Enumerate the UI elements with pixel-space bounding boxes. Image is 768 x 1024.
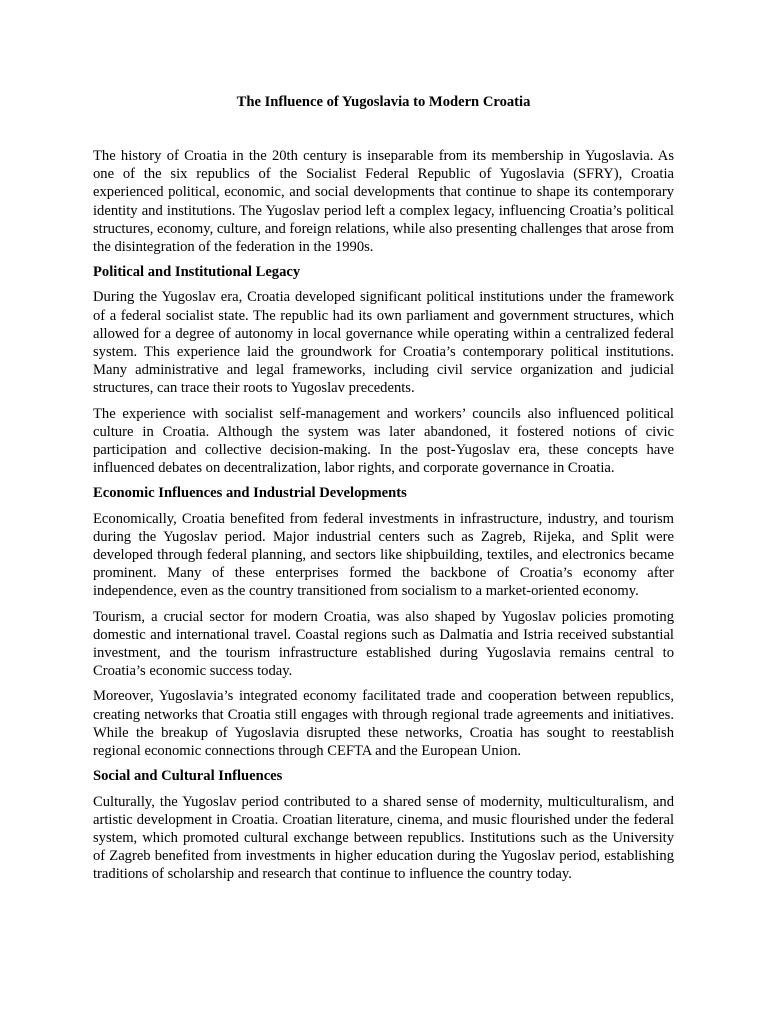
paragraph-economic-1: Economically, Croatia benefited from federal investments in infrastructure, industry, and tourism during the Yugoslav period. Major industrial centers such as Zagreb, Rijeka, and Split were developed through federal planning, and sectors like shipbuilding, textiles, and electronics became prominent. Many of these enterprises formed the backbone of Croatia’s economy after independence, even as the country transitioned from socialism to a market-oriented economy. [93,510,674,600]
section-heading-cultural: Social and Cultural Influences [93,768,283,785]
paragraph-economic-2: Tourism, a crucial sector for modern Croatia, was also shaped by Yugoslav policies promoting domestic and international travel. Coastal regions such as Dalmatia and Istria received substantial investment, and the tourism infrastructure established during Yugoslavia remains central to Croatia’s economic success today. [93,608,674,680]
intro-paragraph: The history of Croatia in the 20th century is inseparable from its membership in Yugoslavia. As one of the six republics of the Socialist Federal Republic of Yugoslavia (SFRY), Croatia experienced political, economic, and social developments that continue to shape its contemporary identity and institutions. The Yugoslav period left a complex legacy, influencing Croatia’s political structures, economy, culture, and foreign relations, while also presenting challenges that arose from the disintegration of the federation in the 1990s. [93,148,674,256]
paragraph-economic-3: Moreover, Yugoslavia’s integrated economy facilitated trade and cooperation between republics, creating networks that Croatia still engages with through regional trade agreements and initiatives. While the breakup of Yugoslavia disrupted these networks, Croatia has sought to reestablish regional economic connections through CEFTA and the European Union. [93,688,674,760]
section-heading-economic: Economic Influences and Industrial Developments [93,485,407,502]
section-heading-political: Political and Institutional Legacy [93,264,301,281]
document-page [93,93,674,891]
paragraph-political-1: During the Yugoslav era, Croatia developed significant political institutions under the framework of a federal socialist state. The republic had its own parliament and government structures, which allowed for a degree of autonomy in local governance while operating within a centralized federal system. This experience laid the groundwork for Croatia’s contemporary political institutions. Many administrative and legal frameworks, including civil service organization and judicial structures, can trace their roots to Yugoslav precedents. [93,289,674,397]
paragraph-political-2: The experience with socialist self-management and workers’ councils also influenced political culture in Croatia. Although the system was later abandoned, it fostered notions of civic participation and collective decision-making. In the post-Yugoslav era, these concepts have influenced debates on decentralization, labor rights, and corporate governance in Croatia. [93,405,674,477]
document-title: The Influence of Yugoslavia to Modern Croatia [236,94,531,110]
paragraph-cultural-1: Culturally, the Yugoslav period contributed to a shared sense of modernity, multiculturalism, and artistic development in Croatia. Croatian literature, cinema, and music flourished under the federal system, which promoted cultural exchange between republics. Institutions such as the University of Zagreb benefited from investments in higher education during the Yugoslav period, establishing traditions of scholarship and research that continue to influence the country today. [93,793,674,883]
